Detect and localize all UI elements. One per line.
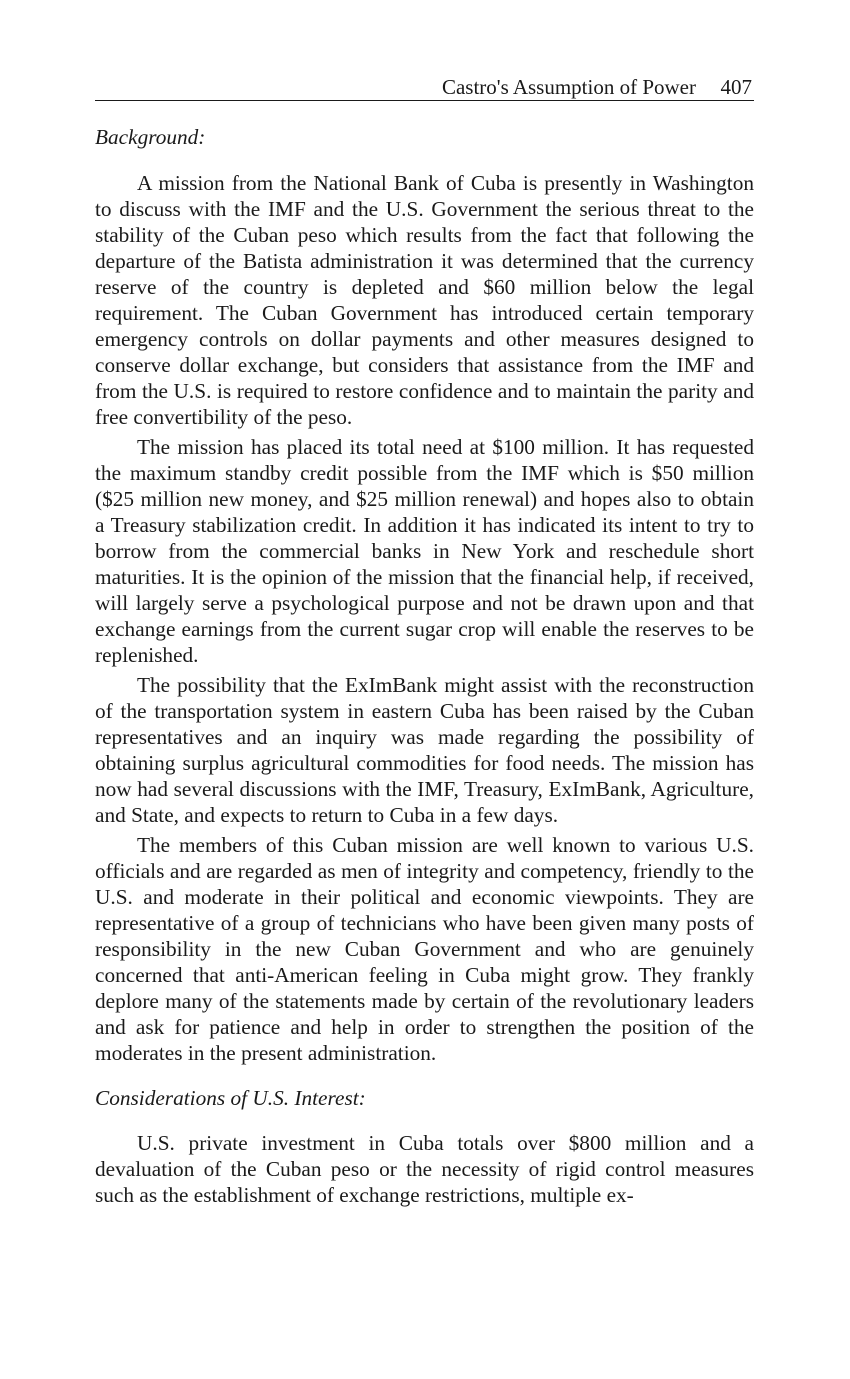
running-head bbox=[95, 74, 754, 101]
paragraph-5: U.S. private investment in Cuba totals over $800 million and a devaluation of the Cuban peso or the necessity of rigid control measures such as the establishment of exchange restrictions, multiple ex- bbox=[95, 1131, 754, 1207]
body-text bbox=[95, 124, 754, 1208]
paragraph-3: The possibility that the ExImBank might assist with the reconstruction of the transportation system in eastern Cuba has been raised by the Cuban representatives and an inquiry was made regarding the possibility of obtaining surplus agricultural commodities for food needs. The mission has now had several discussions with the IMF, Treasury, ExImBank, Agriculture, and State, and expects to return to Cuba in a few days. bbox=[95, 673, 754, 827]
paragraph-1: A mission from the National Bank of Cuba is presently in Washington to discuss with the IMF and the U.S. Government the serious threat to the stability of the Cuban peso which results from the fact that following the departure of the Batista administration it was determined that the currency reserve of the country is depleted and $60 million below the legal requirement. The Cuban Government has introduced certain temporary emergency controls on dollar payments and other measures designed to conserve dollar exchange, but considers that assistance from the IMF and from the U.S. is required to restore confidence and to maintain the parity and free convertibility of the peso. bbox=[95, 171, 754, 429]
paragraph-2: The mission has placed its total need at $100 million. It has requested the maximum standby credit possible from the IMF which is $50 million ($25 million new money, and $25 million renewal) and hopes also to obtain a Treasury stabilization credit. In addition it has indicated its intent to try to borrow from the commercial banks in New York and reschedule short maturities. It is the opinion of the mission that the financial help, if received, will largely serve a psychological purpose and not be drawn upon and that exchange earnings from the current sugar crop will enable the reserves to be replenished. bbox=[95, 435, 754, 667]
page-number: 407 bbox=[720, 75, 752, 99]
running-title: Castro's Assumption of Power bbox=[441, 75, 696, 99]
section-heading-considerations: Considerations of U.S. Interest: bbox=[95, 1086, 366, 1110]
section-heading-background: Background: bbox=[95, 125, 206, 149]
paragraph-4: The members of this Cuban mission are well known to various U.S. officials and are regarded as men of integrity and competency, friendly to the U.S. and moderate in their political and economic viewpoints. They are representative of a group of technicians who have been given many posts of responsibility in the new Cuban Government and who are genuinely concerned that anti-American feeling in Cuba might grow. They frankly deplore many of the statements made by certain of the revolutionary leaders and ask for patience and help in order to strengthen the position of the moderates in the present administration. bbox=[95, 833, 754, 1065]
